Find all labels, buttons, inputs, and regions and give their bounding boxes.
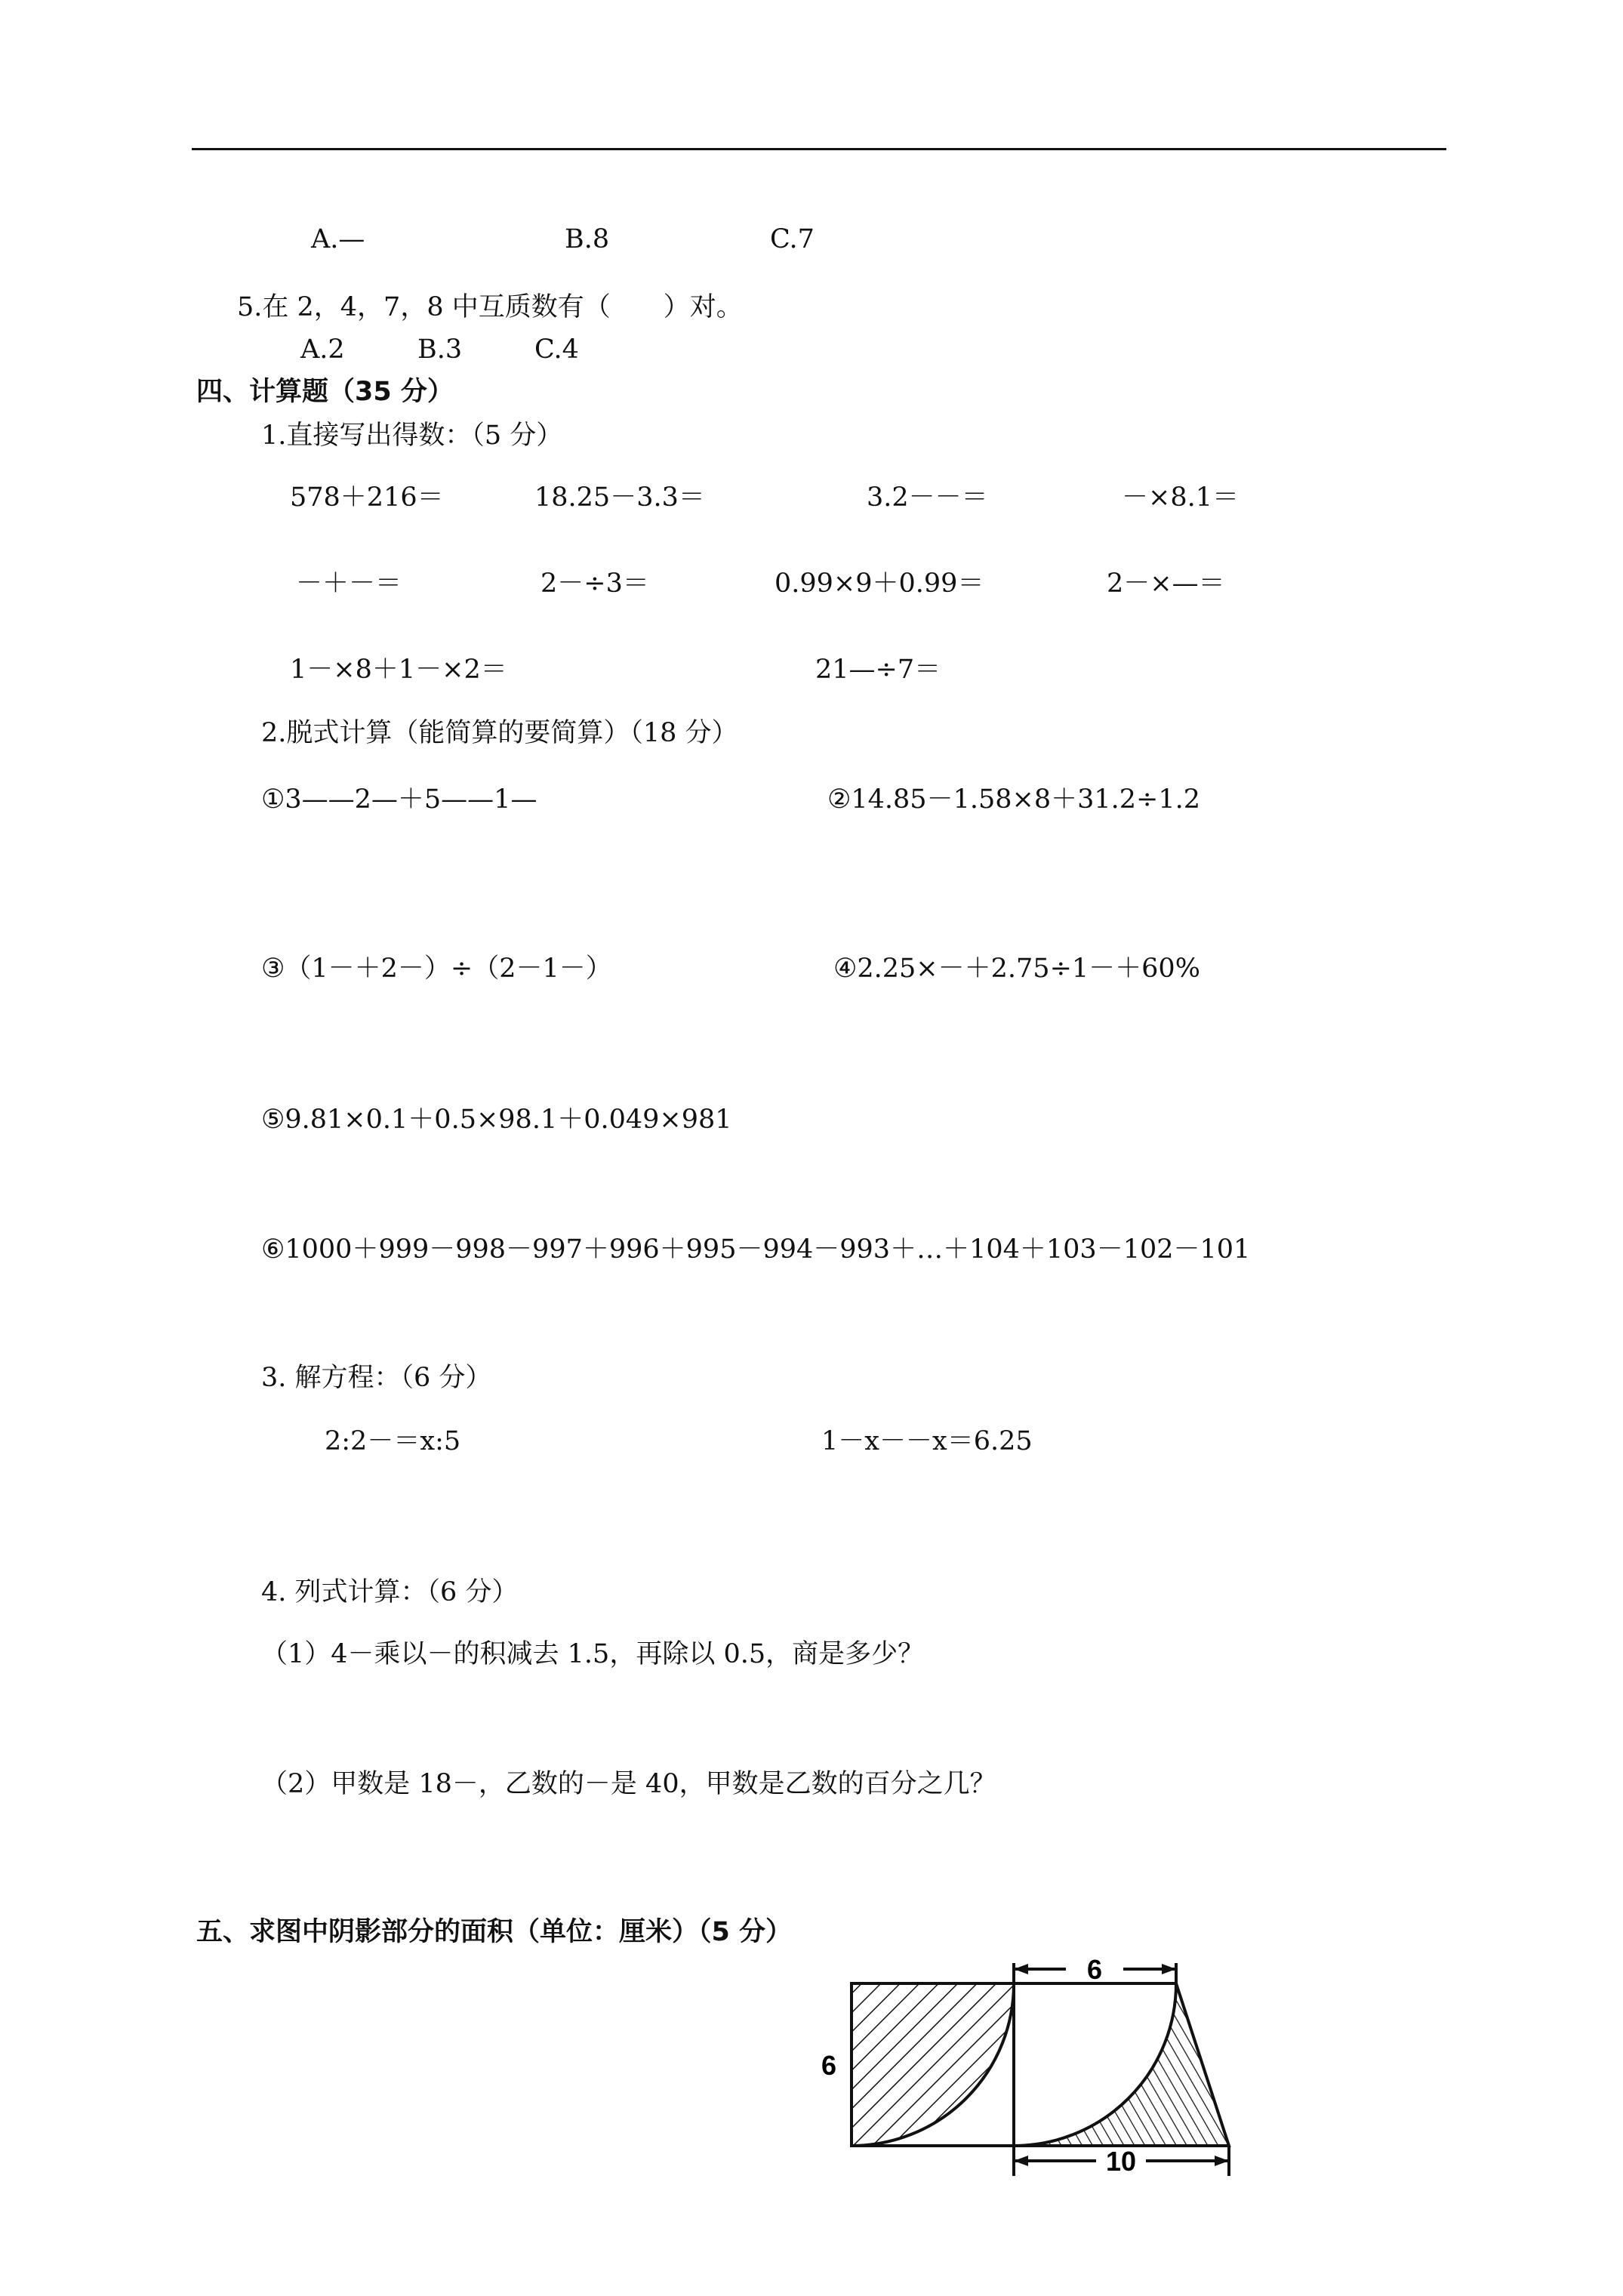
- left-shaded-region: [852, 1983, 1014, 2146]
- step-calc-item: ②14.85－1.58×8＋31.2÷1.2: [827, 784, 1201, 815]
- dimension-label-top: 6: [1086, 1954, 1103, 1985]
- calc-item: 2－×—＝: [1107, 569, 1225, 599]
- calc-item: －×8.1＝: [1122, 482, 1239, 513]
- q5-option-b: B.3: [417, 334, 463, 365]
- step-calc-item: ⑥1000＋999－998－997＋996＋995－994－993＋…＋104＋103－102－101: [261, 1234, 1251, 1265]
- q5-text: 5.在 2，4，7，8 中互质数有（ ）对。: [237, 292, 743, 322]
- dimension-label-bottom: 10: [1105, 2146, 1137, 2177]
- q4-option-c: C.7: [770, 224, 815, 254]
- calc-item: 2－÷3＝: [540, 569, 649, 599]
- step-calc-item: ③（1－＋2－）÷（2－1－）: [261, 954, 612, 984]
- part4-title: 4. 列式计算：（6 分）: [261, 1577, 519, 1607]
- q4-option-a: A.—: [311, 224, 365, 254]
- calc-item: 1－×8＋1－×2＝: [290, 655, 507, 685]
- calc-item: －＋－＝: [296, 569, 402, 599]
- q4-option-b: B.8: [565, 224, 610, 254]
- section4-title: 四、计算题（35 分）: [196, 377, 454, 407]
- q5-option-a: A.2: [300, 334, 345, 365]
- calc-item: 578＋216＝: [290, 482, 444, 513]
- calc-item: 21—÷7＝: [815, 655, 941, 685]
- step-calc-item: ①3——2—＋5——1—: [261, 784, 537, 815]
- equation-item: 2:2－＝x:5: [325, 1426, 461, 1456]
- word-problem-item: （1）4－乘以－的积减去 1.5，再除以 0.5，商是多少？: [261, 1639, 925, 1669]
- calc-item: 18.25－3.3＝: [534, 482, 705, 513]
- dimension-label-left: 6: [821, 2050, 837, 2081]
- shaded-area-figure: [815, 1933, 1268, 2190]
- part3-title: 3. 解方程：（6 分）: [261, 1363, 492, 1393]
- part1-title: 1.直接写出得数：（5 分）: [261, 421, 563, 451]
- calc-item: 0.99×9＋0.99＝: [775, 569, 984, 599]
- header-rule: [192, 148, 1446, 150]
- part2-title: 2.脱式计算（能简算的要简算）（18 分）: [261, 718, 738, 748]
- section5-title: 五、求图中阴影部分的面积（单位：厘米）（5 分）: [196, 1917, 793, 1947]
- step-calc-item: ④2.25×－＋2.75÷1－＋60%: [833, 954, 1200, 984]
- q5-option-c: C.4: [534, 334, 579, 365]
- right-shaded-region: [1014, 1983, 1229, 2146]
- step-calc-item: ⑤9.81×0.1＋0.5×98.1＋0.049×981: [261, 1105, 732, 1135]
- word-problem-item: （2）甲数是 18－，乙数的－是 40，甲数是乙数的百分之几？: [261, 1769, 996, 1799]
- equation-item: 1－x－－x＝6.25: [821, 1426, 1033, 1456]
- calc-item: 3.2－－＝: [867, 482, 988, 513]
